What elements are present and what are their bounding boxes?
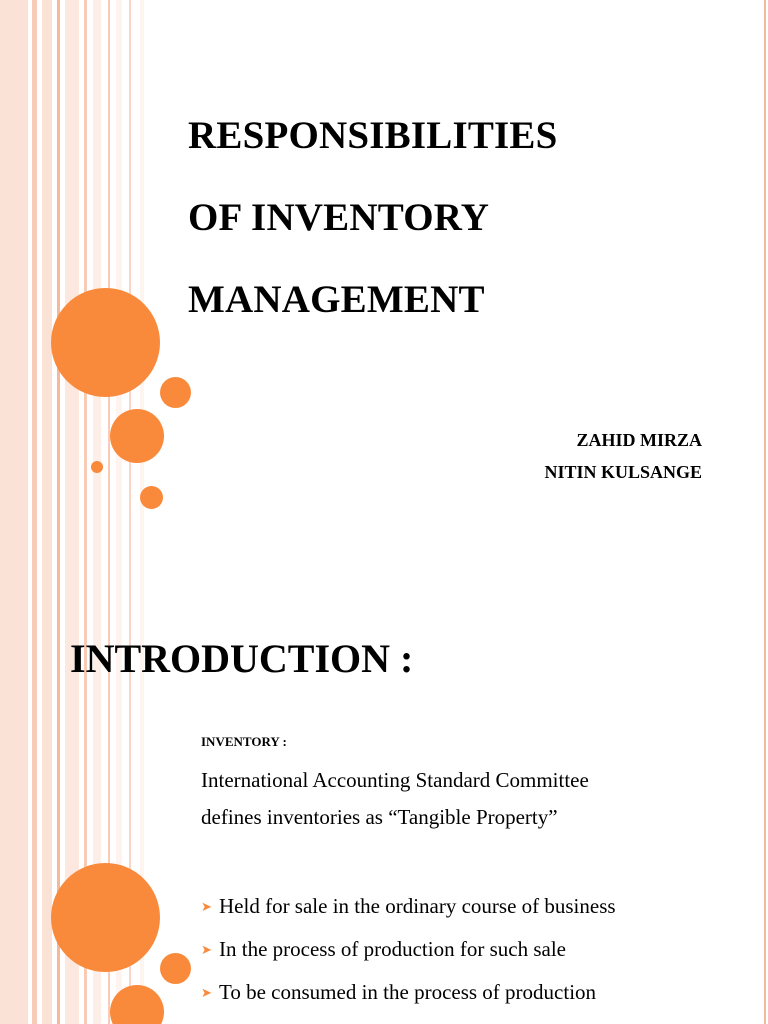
list-item-text: To be consumed in the process of production xyxy=(219,980,597,1004)
title-line-1: RESPONSIBILITIES xyxy=(188,114,558,157)
definition-line-2: defines inventories as “Tangible Property” xyxy=(201,805,558,829)
chevron-right-icon: ➤ xyxy=(201,942,212,957)
decorative-circle-medium xyxy=(110,409,164,463)
section-label: INVENTORY : xyxy=(201,734,287,749)
introduction-slide xyxy=(0,585,768,1024)
decorative-stripe xyxy=(57,585,60,1024)
author-2: NITIN KULSANGE xyxy=(544,462,702,482)
decorative-circle-small xyxy=(160,377,191,408)
decorative-circle-dot xyxy=(91,461,103,473)
decorative-stripe xyxy=(42,585,52,1024)
decorative-stripe xyxy=(32,585,37,1024)
title-line-3: MANAGEMENT xyxy=(188,278,485,321)
list-item xyxy=(201,928,616,971)
decorative-circle-large xyxy=(51,863,160,972)
bullet-list xyxy=(201,885,616,1014)
decorative-stripe xyxy=(42,0,52,585)
slide-heading: INTRODUCTION : xyxy=(70,636,414,681)
decorative-circle-small xyxy=(160,953,191,984)
list-item xyxy=(201,971,616,1014)
decorative-circle-large xyxy=(51,288,160,397)
decorative-circle-medium xyxy=(110,985,164,1024)
decorative-edge-line xyxy=(764,0,766,585)
decorative-stripe xyxy=(0,585,28,1024)
list-item-text: In the process of production for such sale xyxy=(219,937,566,961)
slide-title xyxy=(188,95,558,341)
list-item-text: Held for sale in the ordinary course of business xyxy=(219,894,616,918)
decorative-stripe xyxy=(0,0,28,585)
decorative-circle-small xyxy=(140,486,163,509)
decorative-stripe xyxy=(65,0,79,585)
decorative-stripe xyxy=(32,0,37,585)
title-line-2: OF INVENTORY xyxy=(188,196,490,239)
decorative-stripe xyxy=(57,0,60,585)
list-item xyxy=(201,885,616,928)
decorative-edge-line xyxy=(764,585,766,1024)
definition-line-1: International Accounting Standard Committee xyxy=(201,768,589,792)
definition-text xyxy=(201,762,589,836)
author-1: ZAHID MIRZA xyxy=(576,430,702,450)
chevron-right-icon: ➤ xyxy=(201,899,212,914)
authors-block xyxy=(544,424,702,488)
chevron-right-icon: ➤ xyxy=(201,985,212,1000)
